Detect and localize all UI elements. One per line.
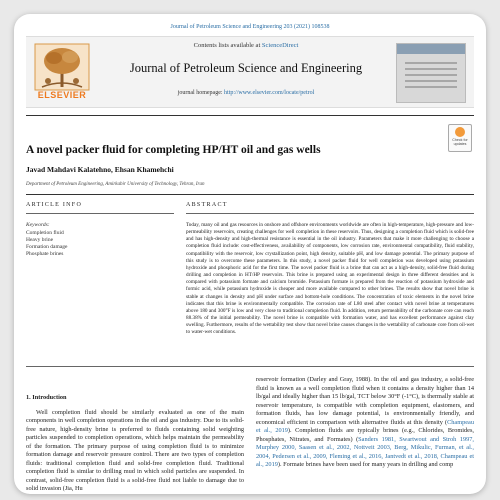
info-rule-left [26,213,174,214]
elsevier-logo[interactable] [34,43,90,103]
keyword-item: Phosphate brines [26,251,64,257]
contents-prefix: Contents lists available at [193,42,262,49]
article-title: A novel packer fluid for completing HP/HT oil and gas wells [26,144,321,156]
elsevier-wordmark: ELSEVIER [37,90,87,100]
keyword-item: Heavy brine [26,237,54,243]
keyword-item: Completion fluid [26,230,64,236]
right-text-1: reservoir formation (Darley and Gray, 1988). In the oil and gas industry, a solid-free fluid is known as a well completion fluid when it contains a density higher than 14 lb/gal and ideally higher than 15 lb/gal, TCT below 30°F (-1°C), is thermally stable at reservoir temperature, is compatible with completion equipment, elastomers, and formation fluids, has low damage potential, is environmentally friendly, and economical efficient in comparison with alternative fluids at this density ( [256,376,474,426]
check-for-updates-badge[interactable] [448,124,472,152]
article-page [14,14,486,494]
journal-title: Journal of Petroleum Science and Engineering [129,61,363,75]
keyword-item: Formation damage [26,244,68,250]
contents-line [106,42,386,49]
journal-cover-image[interactable] [396,43,466,103]
right-column-paragraph [256,376,474,470]
sciencedirect-link[interactable]: ScienceDirect [261,42,299,49]
badge-label: Check for updates [452,138,468,146]
keywords-label: Keywords: [26,222,50,228]
introduction-heading: 1. Introduction [26,394,67,401]
homepage-link[interactable]: http://www.elsevier.com/locate/petrol [224,90,315,96]
abstract-heading: ABSTRACT [186,202,228,208]
author-affiliation: Department of Petroleum Engineering, Amirkabir University of Technology, Tehran, Iran [26,182,205,187]
right-text-3: ). Formate brines have been used for many years in drilling and comp [277,461,454,468]
article-authors[interactable]: Javad Mahdavi Kalatehno, Ehsan Khamehchi [26,165,174,174]
journal-banner [26,36,474,108]
article-info-heading: ARTICLE INFO [26,202,83,208]
citation-link[interactable]: Sanders 1981, Swartwout and Stroh 1997, Murphey 2000, Saasen et al., 2002, Nottveit 2003, Berg, Mikulic, Furman, et al., 2004, Pedersen et al., 2009, Fleming et al., 2016, Jantvedt et al., 2018, Champeau et al., 2019 [256,435,474,468]
update-icon [455,127,465,137]
introduction-paragraph: Well completion fluid should be similarly evaluated as one of the main components in well completion operations in the oil and gas industry. Due to its solid-free nature, high-density brine is preferred to fluids containing solid weighting particles suspended to completion operations, which helps maintain the permeability of the formation. The primary purpose of using completion fluid is to minimize formation damage and reservoir pressure control. There are two types of completion fluids: traditional completion fluid and solid-free completion fluid. Traditional completion fluid is similar to drilling mud in which solid particles are suspended. In contrast, solid-free completion fluid is a solid-free fluid not liable to damage due to solid invasion (Jia, Hu [26,408,244,492]
cover-band [397,44,465,54]
homepage-prefix: journal homepage: [177,90,225,96]
journal-citation-link[interactable]: Journal of Petroleum Science and Engineering 203 (2021) 108538 [170,24,330,30]
cover-lines [405,62,457,64]
info-rule-top [26,194,474,195]
abstract-rule-bottom [26,366,474,367]
header-rule [26,115,474,116]
elsevier-tree-icon [34,43,90,91]
citation-link[interactable]: Champeau et al., 2019 [256,418,474,434]
info-rule-right [186,213,474,214]
right-text-2: ). Completion fluids are typically brines (e.g., Chlorides, Bromides, Phosphates, Nitrates, and Formates) ( [256,427,474,443]
abstract-text: Today, many oil and gas resources in onshore and offshore environments worldwide are often in high-temperature, high-pressure and low-permeability reservoirs, creating challenges for well completion in these reservoirs. Thus, designing a completion fluid which is solid-free and has high-density and high-thermal resistance is essential in the oil industry. Parameters that make it more challenging to choose a completion fluid include: cost-effectiveness, availability of components, low corrosion rate, environmental compatibility, fluid stability, compatibility with the reservoir, low crystallization point, high density, suitable pH, and low damage potential. The primary purpose of this study is to overcome these parameters. In this study, a novel packer fluid for well completion was developed using potassium hydroxide and phosphoric acid for the first time. The novel packer fluid is a brine that can act as a high-density, solid-free fluid during drilling and completion in HT/HP reservoirs. This brine is prepared using an experimental design in three different densities and is compared with potassium formate and calcium bromide. Potassium formate is prepared from the reaction of potassium hydroxide and formic acid, while potassium hydroxide is cheaper and more available compared to other brines. The results show that novel brine is stable at changes in density and pH under surface and bottom-hole conditions. The concentration of toxic elements in the novel brine indicates that this brine is environmentally compatible. The corrosion rate of L80 steel after contact with novel brine at temperatures above 180 and 300°F is low and very close to traditional completion fluid. In addition, return permeability of the carbonate core can reach 88.38% of the initial permeability. The novel brine is compatible with formation water, and has excellent performance against clay swelling. Furthermore, results of the wettability test show that novel brine causes changes in the wettability of carbonate core from oil-wet to water-wet conditions. [186,222,474,336]
introduction-section [26,394,244,494]
journal-homepage-line [106,90,386,96]
